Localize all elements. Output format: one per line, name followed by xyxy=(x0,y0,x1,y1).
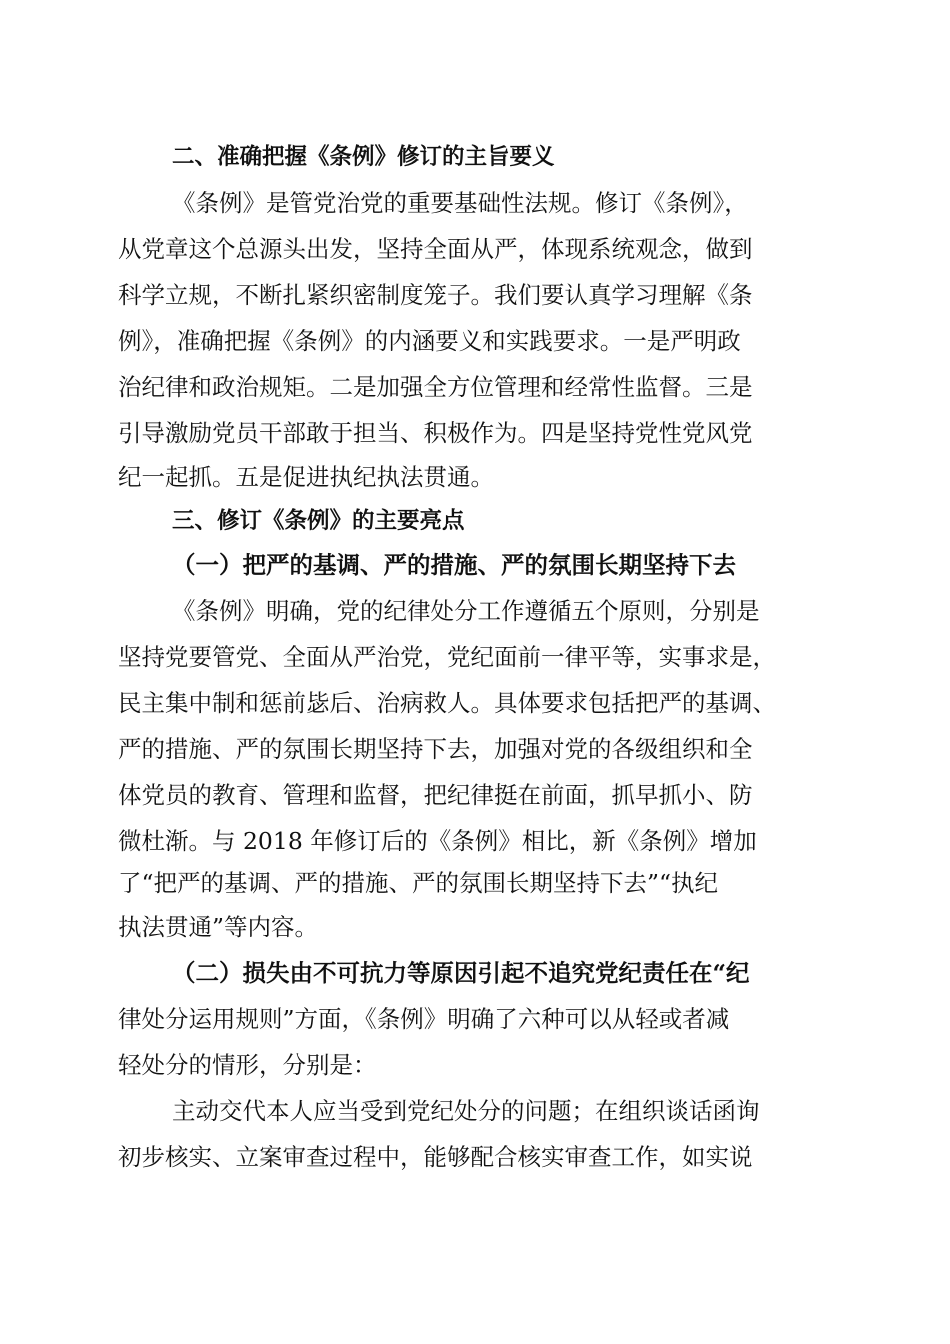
paragraph-3-line-2: 坚持党要管党、全面从严治党，党纪面前一律平等，实事求是， xyxy=(118,643,776,671)
section-heading-3: 三、修订《条例》的主要亮点 xyxy=(172,508,465,534)
paragraph-3-line-5: 体党员的教育、管理和监督，把纪律挺在前面，抓早抓小、防 xyxy=(118,781,753,809)
section-heading-2: 二、准确把握《条例》修订的主旨要义 xyxy=(172,144,555,170)
paragraph-2-line-3: 科学立规，不断扎紧织密制度笼子。我们要认真学习理解《条 xyxy=(118,281,753,309)
paragraph-2-line-5: 治纪律和政治规矩。二是加强全方位管理和经常性监督。三是 xyxy=(118,373,753,401)
subheading-2-line-3: 轻处分的情形，分别是： xyxy=(118,1051,377,1079)
paragraph-3-line-6: 微杜渐。与 2018 年修订后的《条例》相比，新《条例》增加 xyxy=(118,827,757,855)
paragraph-4-line-2: 初步核实、立案审查过程中，能够配合核实审查工作，如实说 xyxy=(118,1143,753,1171)
paragraph-3-line-3: 民主集中制和惩前毖后、治病救人。具体要求包括把严的基调、 xyxy=(118,689,776,717)
paragraph-3-line-7: 了“把严的基调、严的措施、严的氛围长期坚持下去”“执纪 xyxy=(118,869,719,897)
subheading-1: （一）把严的基调、严的措施、严的氛围长期坚持下去 xyxy=(172,551,736,579)
paragraph-2-line-7: 纪一起抓。五是促进执纪执法贯通。 xyxy=(118,463,494,491)
paragraph-2-line-6: 引导激励党员干部敢于担当、积极作为。四是坚持党性党风党 xyxy=(118,419,753,447)
paragraph-3-line-8: 执法贯通”等内容。 xyxy=(118,913,319,941)
subheading-2-line-2: 律处分运用规则”方面，《条例》明确了六种可以从轻或者减 xyxy=(118,1005,730,1033)
paragraph-3-line-1: 《条例》明确，党的纪律处分工作遵循五个原则，分别是 xyxy=(172,597,760,625)
paragraph-2-line-1: 《条例》是管党治党的重要基础性法规。修订《条例》， xyxy=(172,189,748,217)
subheading-2-line-1: （二）损失由不可抗力等原因引起不追究党纪责任在“纪 xyxy=(172,959,750,987)
paragraph-2-line-2: 从党章这个总源头出发，坚持全面从严，体现系统观念，做到 xyxy=(118,235,753,263)
paragraph-4-line-1: 主动交代本人应当受到党纪处分的问题；在组织谈话函询 xyxy=(172,1097,760,1125)
paragraph-3-line-4: 严的措施、严的氛围长期坚持下去，加强对党的各级组织和全 xyxy=(118,735,753,763)
paragraph-2-line-4: 例》，准确把握《条例》的内涵要义和实践要求。一是严明政 xyxy=(118,327,741,355)
